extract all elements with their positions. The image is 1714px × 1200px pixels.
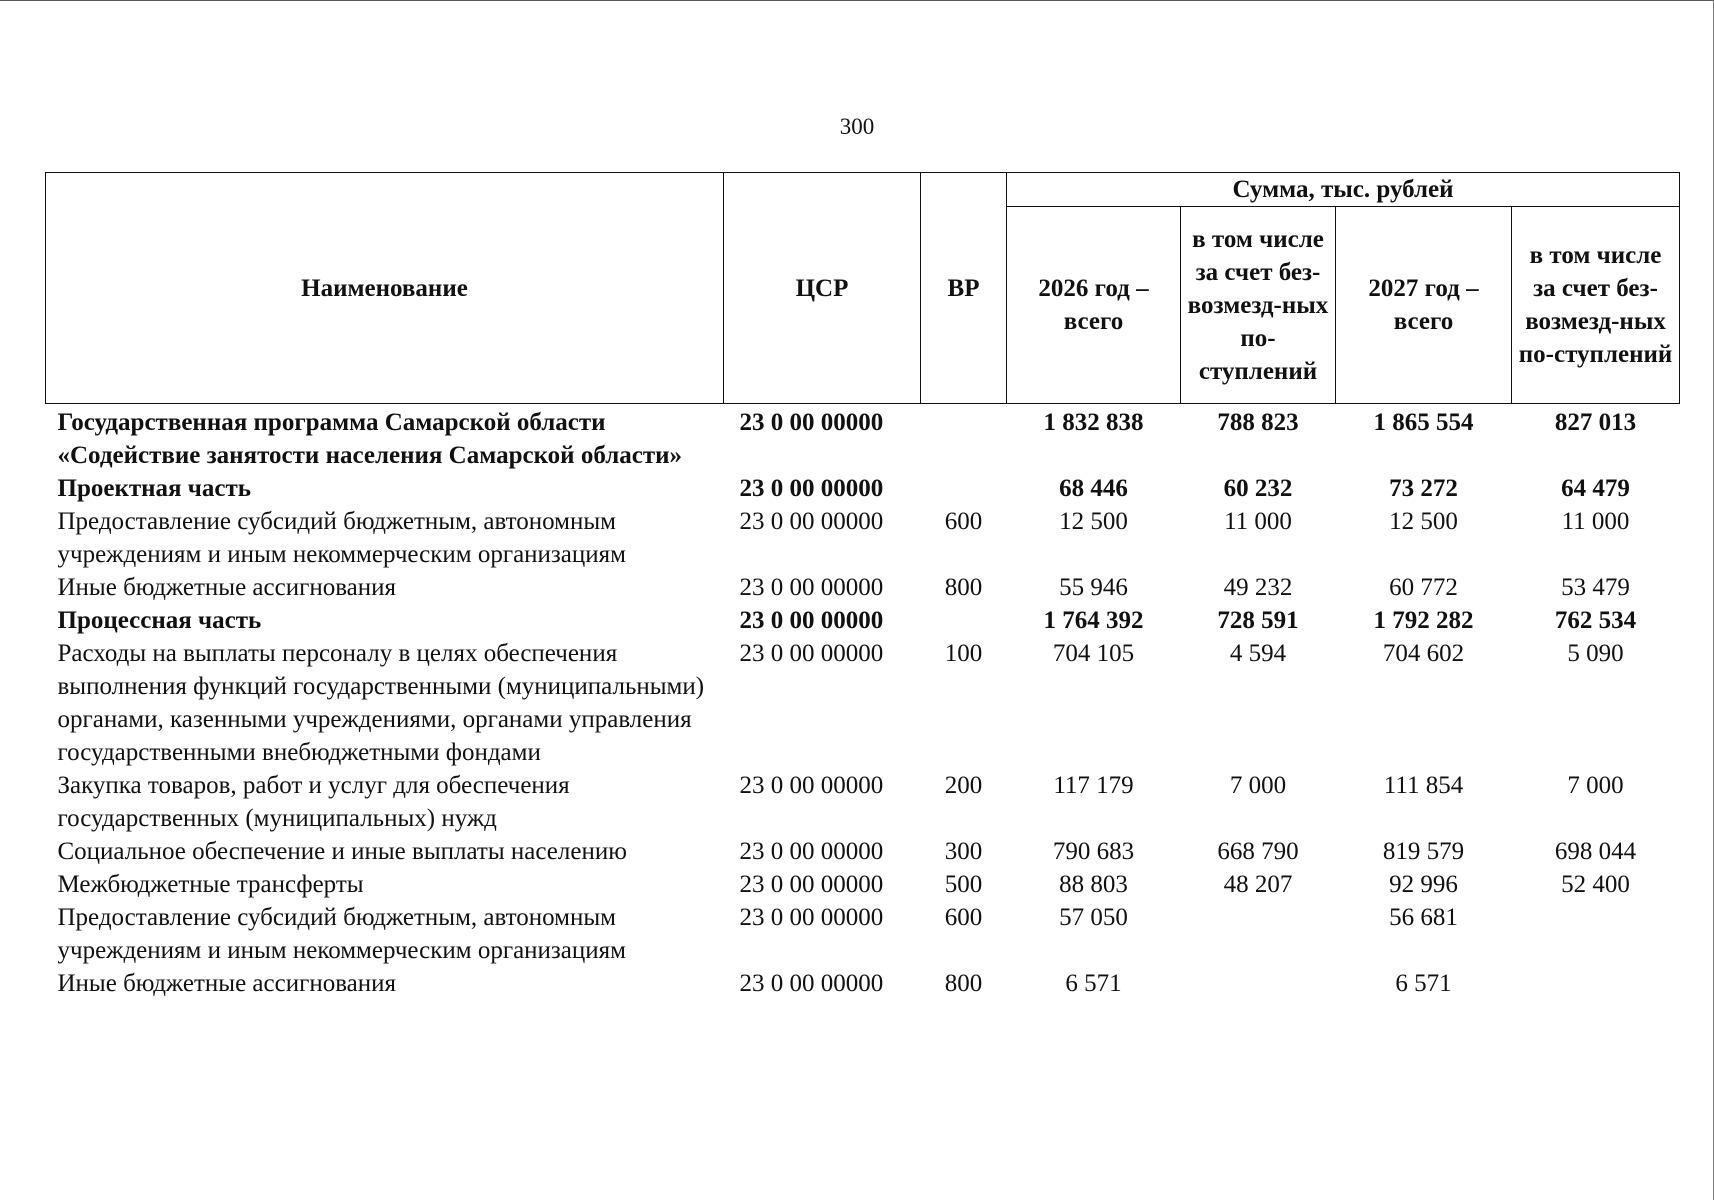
row-2027-free	[1512, 967, 1680, 1000]
row-2027-free: 52 400	[1561, 871, 1630, 898]
row-2026-free	[1181, 901, 1336, 967]
table-row	[46, 505, 1680, 571]
row-csr: 23 0 00 00000	[739, 871, 884, 898]
row-2027-total: 704 602	[1382, 640, 1465, 667]
row-2027-total: 73 272	[1389, 475, 1458, 502]
row-name: Предоставление субсидий бюджетным, автономным учреждениям и иным некоммерческим организациям	[57, 508, 626, 568]
row-vr	[921, 472, 1007, 505]
row-vr	[921, 404, 1007, 473]
header-vr: ВР	[921, 173, 1007, 404]
row-2027-total: 60 772	[1389, 574, 1458, 601]
header-2027-free: в том числе за счет без-возмезд-ных по-ступлений	[1512, 207, 1680, 404]
table-row	[46, 637, 1680, 769]
row-csr: 23 0 00 00000	[739, 904, 884, 931]
row-2027-free: 11 000	[1561, 508, 1630, 535]
row-csr: 23 0 00 00000	[739, 508, 884, 535]
row-csr: 23 0 00 00000	[739, 970, 884, 997]
row-2026-free: 60 232	[1223, 475, 1293, 502]
page-number: 300	[839, 114, 875, 139]
row-name: Предоставление субсидий бюджетным, автономным учреждениям и иным некоммерческим организациям	[57, 904, 626, 964]
row-2027-free: 53 479	[1561, 574, 1630, 601]
row-2026-total: 68 446	[1059, 475, 1128, 502]
row-csr: 23 0 00 00000	[739, 640, 884, 667]
row-2026-free: 48 207	[1223, 871, 1293, 898]
header-name: Наименование	[46, 173, 724, 404]
table-row	[46, 404, 1680, 473]
row-2026-free	[1181, 967, 1336, 1000]
row-csr: 23 0 00 00000	[739, 772, 884, 799]
row-csr: 23 0 00 00000	[739, 409, 884, 436]
row-2027-total: 56 681	[1389, 904, 1458, 931]
row-2027-free	[1512, 901, 1680, 967]
table-row	[46, 901, 1680, 967]
row-2026-free: 4 594	[1229, 640, 1287, 667]
row-2026-free: 668 790	[1217, 838, 1299, 865]
row-2026-total: 55 946	[1059, 574, 1128, 601]
row-csr: 23 0 00 00000	[739, 838, 884, 865]
row-2027-total: 12 500	[1389, 508, 1458, 535]
row-name: Межбюджетные трансферты	[57, 871, 364, 898]
page-edge-top	[0, 0, 1714, 1]
row-vr: 600	[944, 904, 983, 931]
row-2027-free: 5 090	[1567, 640, 1624, 667]
row-2027-free: 64 479	[1561, 475, 1630, 502]
table-row	[46, 967, 1680, 1000]
table-row	[46, 604, 1680, 637]
row-csr: 23 0 00 00000	[739, 475, 884, 502]
header-csr: ЦСР	[724, 173, 921, 404]
row-vr: 500	[944, 871, 983, 898]
row-csr: 23 0 00 00000	[739, 574, 884, 601]
table-row	[46, 769, 1680, 835]
row-2027-free: 762 534	[1554, 607, 1637, 634]
row-name: Иные бюджетные ассигнования	[57, 970, 397, 997]
row-csr: 23 0 00 00000	[739, 607, 884, 634]
row-name: Процессная часть	[57, 607, 262, 634]
table-row	[46, 571, 1680, 604]
row-2026-free: 728 591	[1217, 607, 1299, 634]
row-2026-total: 790 683	[1052, 838, 1135, 865]
row-2027-total: 1 792 282	[1373, 607, 1474, 634]
header-sum-title: Сумма, тыс. рублей	[1007, 173, 1680, 207]
row-2026-total: 1 832 838	[1043, 409, 1144, 436]
row-2026-total: 1 764 392	[1043, 607, 1144, 634]
row-2027-total: 92 996	[1389, 871, 1458, 898]
row-2026-total: 704 105	[1052, 640, 1135, 667]
row-vr: 800	[944, 574, 983, 601]
row-2027-free: 698 044	[1554, 838, 1637, 865]
row-2027-total: 6 571	[1395, 970, 1452, 997]
row-2026-free: 788 823	[1217, 409, 1299, 436]
row-2026-total: 57 050	[1059, 904, 1128, 931]
row-2026-total: 12 500	[1059, 508, 1128, 535]
header-2026-free: в том числе за счет без-возмезд-ных по-ступлений	[1181, 207, 1336, 404]
row-vr: 800	[944, 970, 983, 997]
table-body	[46, 404, 1680, 1001]
row-name: Проектная часть	[57, 475, 252, 502]
row-2027-total: 1 865 554	[1373, 409, 1474, 436]
row-name: Закупка товаров, работ и услуг для обеспечения государственных (муниципальных) нужд	[57, 772, 570, 832]
table-row	[46, 835, 1680, 868]
row-vr: 600	[944, 508, 983, 535]
row-vr: 100	[944, 640, 983, 667]
table-row	[46, 868, 1680, 901]
row-2026-total: 117 179	[1053, 772, 1134, 799]
header-2027-total: 2027 год – всего	[1336, 207, 1512, 404]
row-2026-free: 49 232	[1223, 574, 1293, 601]
table-header	[46, 173, 1680, 404]
row-2027-free: 827 013	[1554, 409, 1637, 436]
header-2026-total: 2026 год – всего	[1007, 207, 1181, 404]
row-2026-total: 88 803	[1059, 871, 1128, 898]
row-name: Иные бюджетные ассигнования	[57, 574, 397, 601]
row-2026-free: 7 000	[1229, 772, 1287, 799]
budget-table	[45, 172, 1680, 1000]
row-vr: 300	[944, 838, 983, 865]
row-2027-total: 819 579	[1382, 838, 1465, 865]
row-2026-total: 6 571	[1065, 970, 1122, 997]
row-name: Социальное обеспечение и иные выплаты населению	[57, 838, 627, 865]
row-vr: 200	[944, 772, 983, 799]
row-vr	[921, 604, 1007, 637]
table-row	[46, 472, 1680, 505]
row-2026-free: 11 000	[1224, 508, 1292, 535]
row-2027-total: 111 854	[1383, 772, 1464, 799]
row-name: Государственная программа Самарской области «Содействие занятости населения Самарской области»	[57, 409, 682, 469]
row-name: Расходы на выплаты персоналу в целях обеспечения выполнения функций государственными (муниципальными) органами, казенными учреждениями, органами управления государственными внебюджетными фондами	[57, 640, 705, 766]
row-2027-free: 7 000	[1567, 772, 1624, 799]
